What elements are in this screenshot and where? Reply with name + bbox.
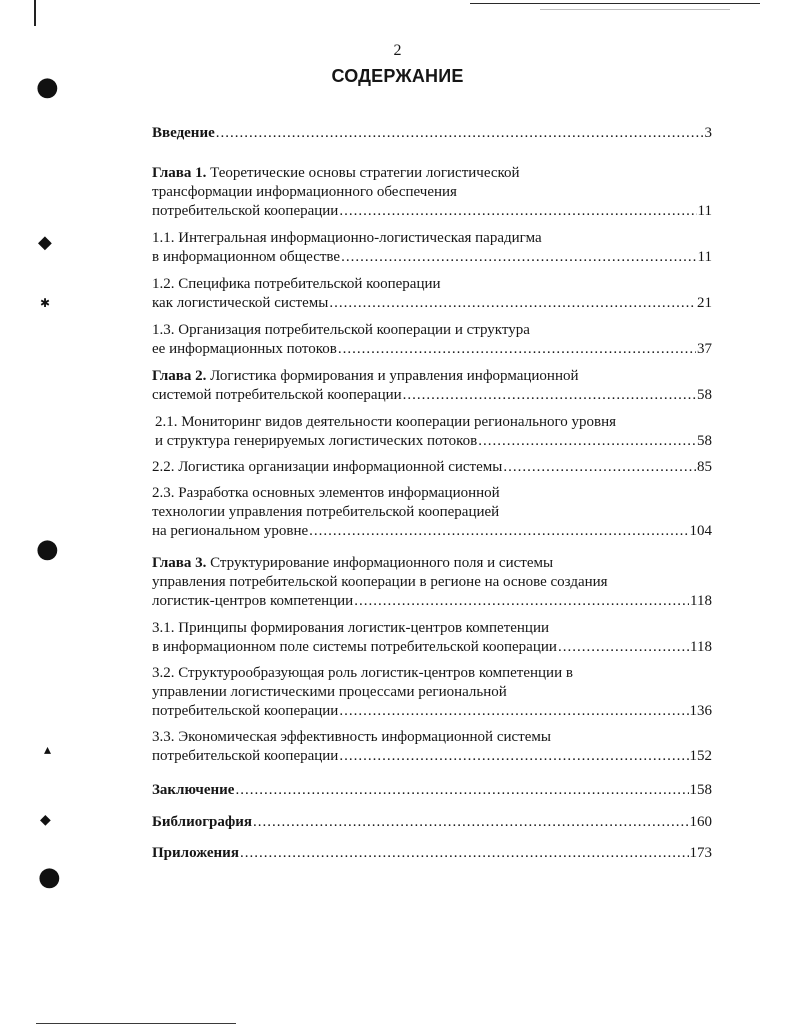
binding-hole-mark: ▴ — [44, 742, 52, 758]
dot-leader — [309, 522, 688, 541]
dot-leader — [329, 294, 696, 313]
toc-page-number: 136 — [689, 703, 712, 719]
toc-page-number: 173 — [689, 845, 712, 861]
toc-entry-s11 — [152, 229, 712, 267]
toc-entry-bibl — [152, 813, 712, 832]
toc-entry-label: Заключение — [152, 782, 235, 798]
scan-edge-left — [34, 0, 36, 26]
toc-entry-label: Глава 2. — [152, 368, 207, 384]
toc-entry-text: в информационном обществе — [152, 249, 341, 265]
dot-leader — [338, 340, 696, 359]
toc-entry-text: 3.2. Структурообразующая роль логистик-центров компетенции в — [152, 665, 573, 681]
toc-entry-text: 3.3. Экономическая эффективность информационной системы — [152, 729, 551, 745]
toc-entry-text: 2.3. Разработка основных элементов информационной — [152, 485, 500, 501]
toc-entry-label: Глава 1. — [152, 165, 207, 181]
dot-leader — [339, 747, 688, 766]
toc-entry-text: Логистика формирования и управления информационной — [210, 368, 579, 384]
dot-leader — [240, 844, 689, 863]
toc-entry-s33 — [152, 728, 712, 766]
toc-page-number: 21 — [697, 295, 712, 311]
toc-entry-s13 — [152, 321, 712, 359]
toc-entry-label: Введение — [152, 125, 215, 141]
toc-page-number: 3 — [704, 125, 712, 141]
scan-edge-bottom — [36, 1023, 236, 1024]
toc-entry-text: 2.1. Мониторинг видов деятельности кооперации регионального уровня — [155, 414, 617, 430]
toc-entry-text: 1.1. Интегральная информационно-логистическая парадигма — [152, 230, 542, 246]
toc-entry-text: как логистической системы — [152, 295, 329, 311]
scan-edge-top — [470, 3, 760, 4]
toc-page-number: 11 — [697, 249, 712, 265]
dot-leader — [339, 702, 688, 721]
table-of-contents — [152, 124, 712, 863]
toc-page-number: 104 — [689, 523, 712, 539]
toc-entry-ch2 — [152, 367, 712, 405]
toc-entry-text: 2.2. Логистика организации информационной системы — [152, 459, 503, 475]
toc-entry-s23 — [152, 484, 712, 541]
toc-title: СОДЕРЖАНИЕ — [331, 66, 464, 86]
dot-leader — [339, 202, 696, 221]
toc-page-number: 58 — [697, 433, 712, 449]
toc-page-number: 118 — [690, 639, 712, 655]
binding-hole-mark: ✱ — [40, 296, 51, 310]
toc-page-number: 37 — [697, 341, 712, 357]
binding-hole-mark: ● — [36, 534, 59, 564]
toc-entry-text: управлении логистическими процессами региональной — [152, 684, 507, 700]
toc-entry-s21 — [152, 413, 712, 451]
toc-entry-text: Структурирование информационного поля и системы — [210, 555, 554, 571]
toc-entry-label: Приложения — [152, 845, 239, 861]
dot-leader — [403, 386, 696, 405]
toc-entry-s22 — [152, 458, 712, 477]
toc-page-number: 85 — [697, 459, 712, 475]
page-number: 2 — [393, 42, 402, 59]
toc-entry-ch1 — [152, 164, 712, 221]
toc-entry-text: 3.1. Принципы формирования логистик-центров компетенции — [152, 620, 550, 636]
binding-hole-mark: ● — [36, 72, 59, 102]
toc-page-number: 118 — [690, 593, 712, 609]
toc-entry-appx — [152, 844, 712, 863]
toc-entry-s32 — [152, 664, 712, 721]
toc-entry-text: технологии управления потребительской кооперацией — [152, 504, 500, 520]
toc-page-number: 58 — [697, 387, 712, 403]
toc-page-number: 158 — [689, 782, 712, 798]
toc-entry-intro — [152, 124, 712, 143]
dot-leader — [253, 813, 688, 832]
toc-entry-text: трансформации информационного обеспечения — [152, 184, 457, 200]
toc-entry-text: ее информационных потоков — [152, 341, 337, 357]
toc-page-number: 160 — [689, 814, 712, 830]
dot-leader — [478, 432, 696, 451]
toc-entry-label: Библиография — [152, 814, 253, 830]
toc-page-number: 11 — [697, 203, 712, 219]
toc-entry-text: потребительской кооперации — [152, 703, 339, 719]
toc-entry-ch3 — [152, 554, 712, 611]
binding-hole-mark: ◆ — [40, 812, 51, 828]
toc-entry-text: 1.2. Специфика потребительской кооперации — [152, 276, 441, 292]
toc-entry-text: логистик-центров компетенции — [152, 593, 354, 609]
dot-leader — [503, 458, 696, 477]
toc-entry-text: потребительской кооперации — [152, 748, 339, 764]
dot-leader — [558, 638, 689, 657]
toc-entry-text: 1.3. Организация потребительской кооперации и структура — [152, 322, 530, 338]
toc-entry-text: Теоретические основы стратегии логистической — [210, 165, 520, 181]
dot-leader — [216, 124, 704, 143]
toc-entry-s12 — [152, 275, 712, 313]
toc-page-number: 152 — [689, 748, 712, 764]
binding-hole-mark: ● — [38, 862, 61, 892]
dot-leader — [354, 592, 689, 611]
toc-entry-s31 — [152, 619, 712, 657]
binding-hole-mark: ◆ — [38, 232, 52, 253]
toc-entry-text: и структура генерируемых логистических потоков — [155, 433, 478, 449]
dot-leader — [341, 248, 696, 267]
toc-entry-concl — [152, 781, 712, 800]
toc-entry-label: Глава 3. — [152, 555, 207, 571]
toc-entry-text: потребительской кооперации — [152, 203, 339, 219]
dot-leader — [235, 781, 688, 800]
toc-entry-text: управления потребительской кооперации в регионе на основе создания — [152, 574, 608, 590]
toc-entry-text: в информационном поле системы потребительской кооперации — [152, 639, 557, 655]
toc-entry-text: на региональном уровне — [152, 523, 309, 539]
scan-edge-top-faint — [540, 9, 730, 10]
toc-entry-text: системой потребительской кооперации — [152, 387, 402, 403]
